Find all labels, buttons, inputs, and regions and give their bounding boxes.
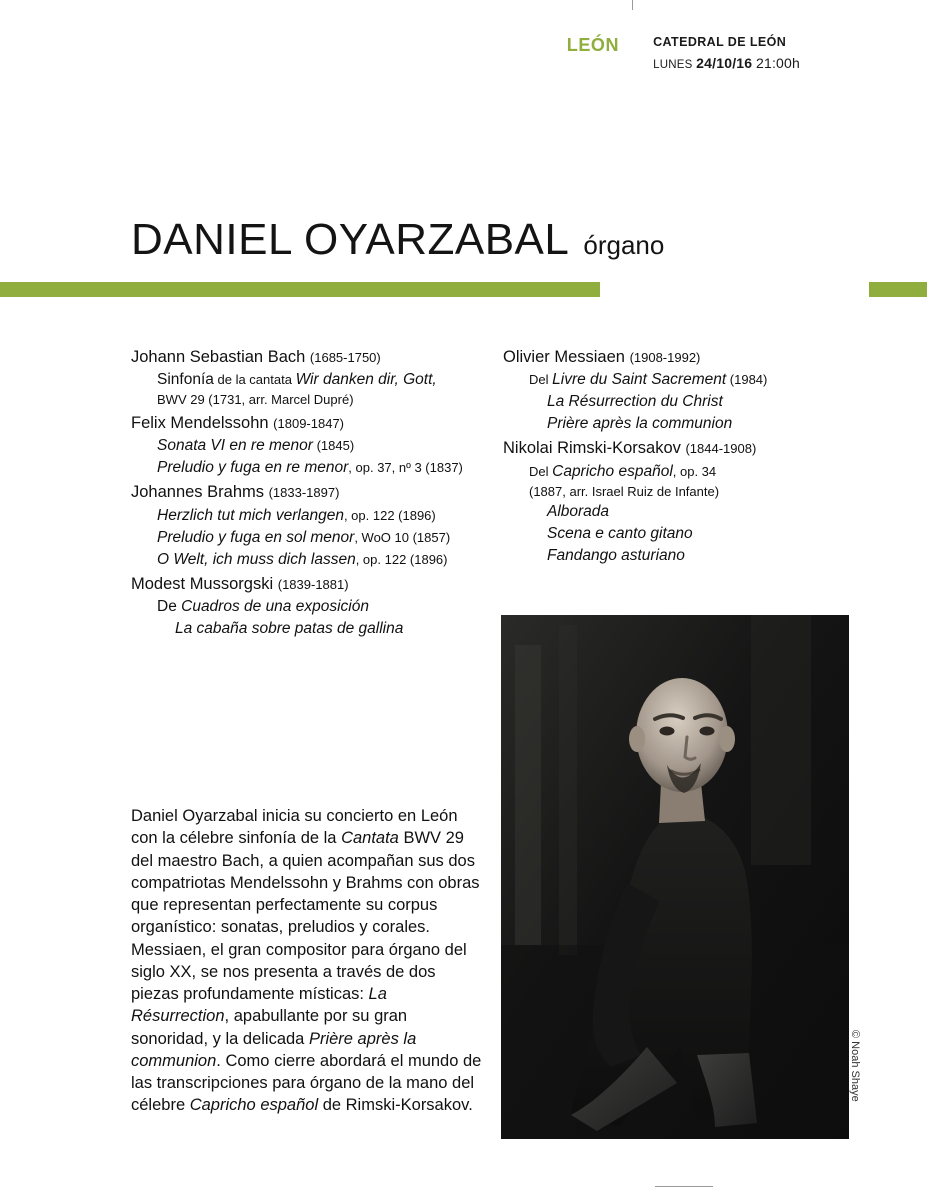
work-detail: (1845) [312,438,355,454]
work-title: Capricho español [552,462,673,480]
work-title: Preludio y fuga en re menor [157,459,349,477]
composer-entry [131,481,491,504]
date-line [653,54,800,74]
work-item [131,435,491,457]
composer-years: (1908-1992) [629,350,701,365]
date-value: 24/10/16 [696,54,753,71]
description-part: BWV 29 del maestro Bach, a quien acompañan sus dos compatriotas Mendelssohn y Brahms con obras que representan perfectamente su corpus organístico: sonatas, preludios y corales. Messiaen, el gran compositor para órgano del siglo XX, se nos presenta a través de dos piezas profundamente místicas: [131,829,480,1004]
accent-rule-left [0,282,600,297]
description-italic: Prière après la communion [131,1029,417,1070]
work-title: Alborada [547,503,610,521]
work-item [131,505,491,527]
work-mid: de la cantata [213,372,296,388]
crop-mark-top [632,0,633,10]
venue-label: CATEDRAL DE LEÓN [653,35,787,49]
description-part: Daniel Oyarzabal inicia su concierto en León con la célebre sinfonía de la [131,807,458,848]
description-part: , apabullante por su gran sonoridad, y la delicada [131,1007,408,1048]
composer-name: Modest Mussorgski [131,574,274,593]
description-italic: La Résurrection [131,985,387,1026]
composer-years: (1844-1908) [685,441,757,457]
work-detail: , WoO 10 (1857) [354,529,451,545]
composer-name: Nikolai Rimski-Korsakov [503,439,681,458]
work-detail: , op. 34 [672,463,717,479]
composer-name: Johannes Brahms [131,483,264,502]
work-detail: , op. 37, nº 3 (1837) [348,460,463,476]
accent-rule-right [869,282,927,297]
composer-entry [503,437,873,460]
composer-entry [131,346,491,369]
programme-column-left [131,344,491,640]
description-italic: Cantata [341,829,399,848]
composer-years: (1839-1881) [277,576,349,592]
work-item [131,369,491,391]
work-prefix: Del [529,463,553,479]
description-part: . Como cierre abordará el mundo de las transcripciones para órgano de la mano del célebre [131,1051,482,1115]
artist-name: DANIEL OYARZABAL [131,215,570,264]
artist-photo [501,615,849,1139]
work-item [131,596,491,618]
work-prefix: Del [529,372,553,388]
work-title: Preludio y fuga en sol menor [157,528,355,546]
description-part: de Rimski-Korsakov. [318,1096,473,1115]
time-value: 21:00h [755,54,800,71]
programme-column-right [503,344,873,567]
work-prefix: De [157,598,182,616]
work-item [503,391,873,413]
work-title: Herzlich tut mich verlangen [157,506,344,524]
instrument-label: órgano [583,230,665,260]
work-item [503,501,873,523]
work-title: La Résurrection du Christ [547,393,723,411]
work-item [131,527,491,549]
work-title: Livre du Saint Sacrement [552,371,727,389]
work-detail: , op. 122 (1896) [355,551,448,567]
work-title: Sonata VI en re menor [157,437,313,455]
work-title: Prière après la communion [547,415,733,433]
work-title: Fandango asturiano [547,547,685,565]
composer-entry [131,573,491,596]
work-continuation: BWV 29 (1731, arr. Marcel Dupré) [157,392,354,408]
composer-name: Olivier Messiaen [503,348,625,366]
work-item [131,457,491,479]
work-item [503,523,873,545]
work-detail: , op. 122 (1896) [343,507,436,523]
composer-years: (1809-1847) [273,415,344,431]
composer-name: Felix Mendelssohn [131,413,269,432]
work-prefix: Sinfonía [157,371,214,389]
work-continuation: (1887, arr. Israel Ruiz de Infante) [529,483,720,499]
work-title: Cuadros de una exposición [181,598,369,616]
work-item [503,545,873,567]
work-title: Scena e canto gitano [547,525,693,543]
photo-credit: © Noah Shaye [849,1030,861,1102]
concert-description [131,805,483,1117]
description-italic: Capricho español [189,1096,319,1115]
page-title [131,215,665,264]
work-item [131,549,491,571]
composer-entry [503,346,873,369]
venue-block [653,34,800,73]
work-item [503,369,873,391]
composer-years: (1833-1897) [268,485,340,501]
work-item [503,413,873,435]
composer-years: (1685-1750) [309,350,381,365]
composer-name: Johann Sebastian Bach [131,348,306,366]
work-title: La cabaña sobre patas de gallina [175,620,404,638]
work-item [503,461,873,483]
concert-header [0,34,800,73]
composer-entry [131,412,491,435]
programme [0,344,927,638]
work-title: O Welt, ich muss dich lassen [157,550,356,568]
city-label: LEÓN [566,35,620,55]
work-item [131,618,491,640]
work-title: Wir danken dir, Gott, [295,371,437,389]
day-word: LUNES [653,58,693,71]
work-detail: (1984) [726,372,768,388]
